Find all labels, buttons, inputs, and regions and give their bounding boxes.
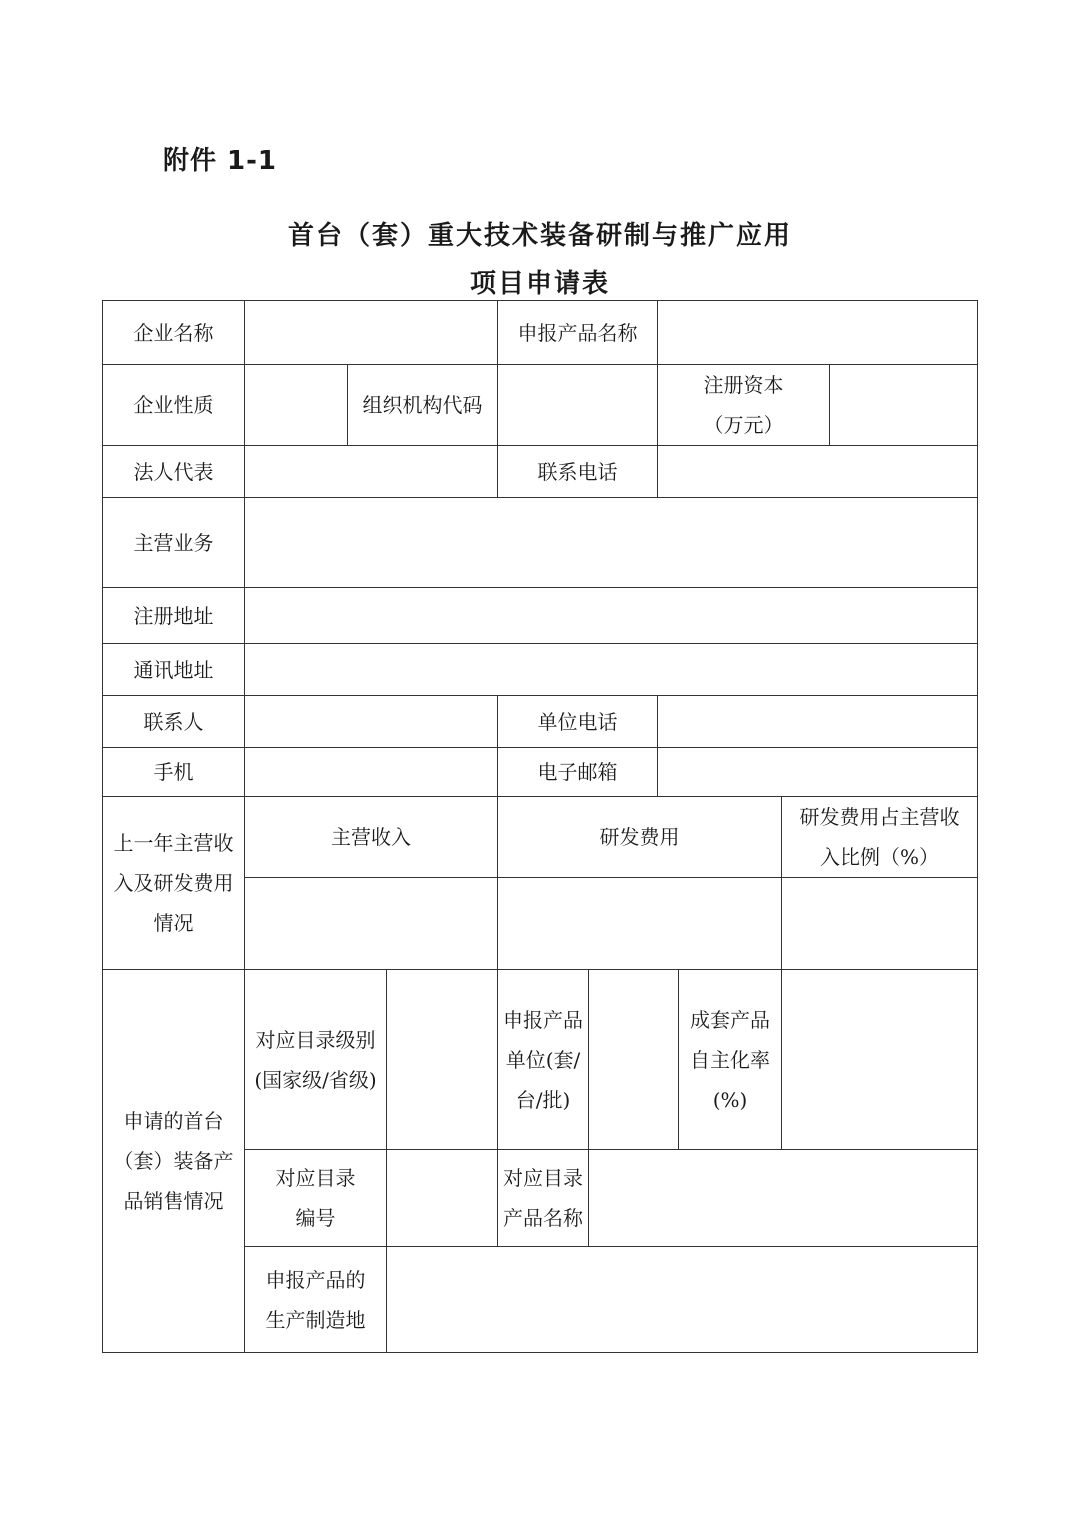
rd-ratio-input[interactable]	[782, 878, 977, 970]
contact-phone-label: 联系电话	[498, 446, 658, 498]
rd-cost-input[interactable]	[498, 878, 782, 970]
localization-rate-label: 成套产品 自主化率 (%)	[679, 970, 782, 1150]
mailing-address-label: 通讯地址	[103, 644, 245, 696]
catalog-level-input[interactable]	[387, 970, 498, 1150]
rd-ratio-label: 研发费用占主营收 入比例（%）	[782, 797, 977, 878]
contact-person-label: 联系人	[103, 696, 245, 748]
mobile-label: 手机	[103, 748, 245, 797]
contact-phone-input[interactable]	[658, 446, 977, 498]
catalog-number-input[interactable]	[387, 1150, 498, 1247]
legal-rep-input[interactable]	[245, 446, 498, 498]
catalog-number-label: 对应目录 编号	[245, 1150, 387, 1247]
manufacturing-place-label: 申报产品的 生产制造地	[245, 1247, 387, 1352]
main-revenue-input[interactable]	[245, 878, 498, 970]
sales-section-label: 申请的首台 （套）装备产 品销售情况	[103, 970, 245, 1352]
mailing-address-input[interactable]	[245, 644, 977, 696]
org-code-label: 组织机构代码	[348, 365, 498, 446]
office-phone-input[interactable]	[658, 696, 977, 748]
catalog-level-label: 对应目录级别 (国家级/省级)	[245, 970, 387, 1150]
contact-person-input[interactable]	[245, 696, 498, 748]
main-revenue-label: 主营收入	[245, 797, 498, 878]
rd-cost-label: 研发费用	[498, 797, 782, 878]
company-name-label: 企业名称	[103, 301, 245, 365]
main-business-input[interactable]	[245, 498, 977, 588]
legal-rep-label: 法人代表	[103, 446, 245, 498]
email-input[interactable]	[658, 748, 977, 797]
office-phone-label: 单位电话	[498, 696, 658, 748]
catalog-product-name-input[interactable]	[589, 1150, 977, 1247]
product-unit-input[interactable]	[589, 970, 679, 1150]
registered-address-input[interactable]	[245, 588, 977, 644]
org-code-input[interactable]	[498, 365, 658, 446]
product-name-label: 申报产品名称	[498, 301, 658, 365]
form-title: 首台（套）重大技术装备研制与推广应用	[287, 221, 792, 251]
manufacturing-place-input[interactable]	[387, 1247, 977, 1352]
email-label: 电子邮箱	[498, 748, 658, 797]
company-name-input[interactable]	[245, 301, 498, 365]
catalog-product-name-label: 对应目录 产品名称	[498, 1150, 589, 1247]
registered-address-label: 注册地址	[103, 588, 245, 644]
registered-capital-input[interactable]	[830, 365, 977, 446]
application-form-table	[102, 300, 978, 1353]
mobile-input[interactable]	[245, 748, 498, 797]
product-unit-label: 申报产品 单位(套/ 台/批)	[498, 970, 589, 1150]
main-business-label: 主营业务	[103, 498, 245, 588]
revenue-section-label: 上一年主营收 入及研发费用 情况	[103, 797, 245, 970]
registered-capital-label: 注册资本 （万元）	[658, 365, 830, 446]
form-subtitle: 项目申请表	[469, 269, 610, 299]
localization-rate-input[interactable]	[782, 970, 977, 1150]
product-name-input[interactable]	[658, 301, 977, 365]
company-type-input[interactable]	[245, 365, 348, 446]
company-type-label: 企业性质	[103, 365, 245, 446]
attachment-label: 附件 1-1	[163, 146, 278, 176]
